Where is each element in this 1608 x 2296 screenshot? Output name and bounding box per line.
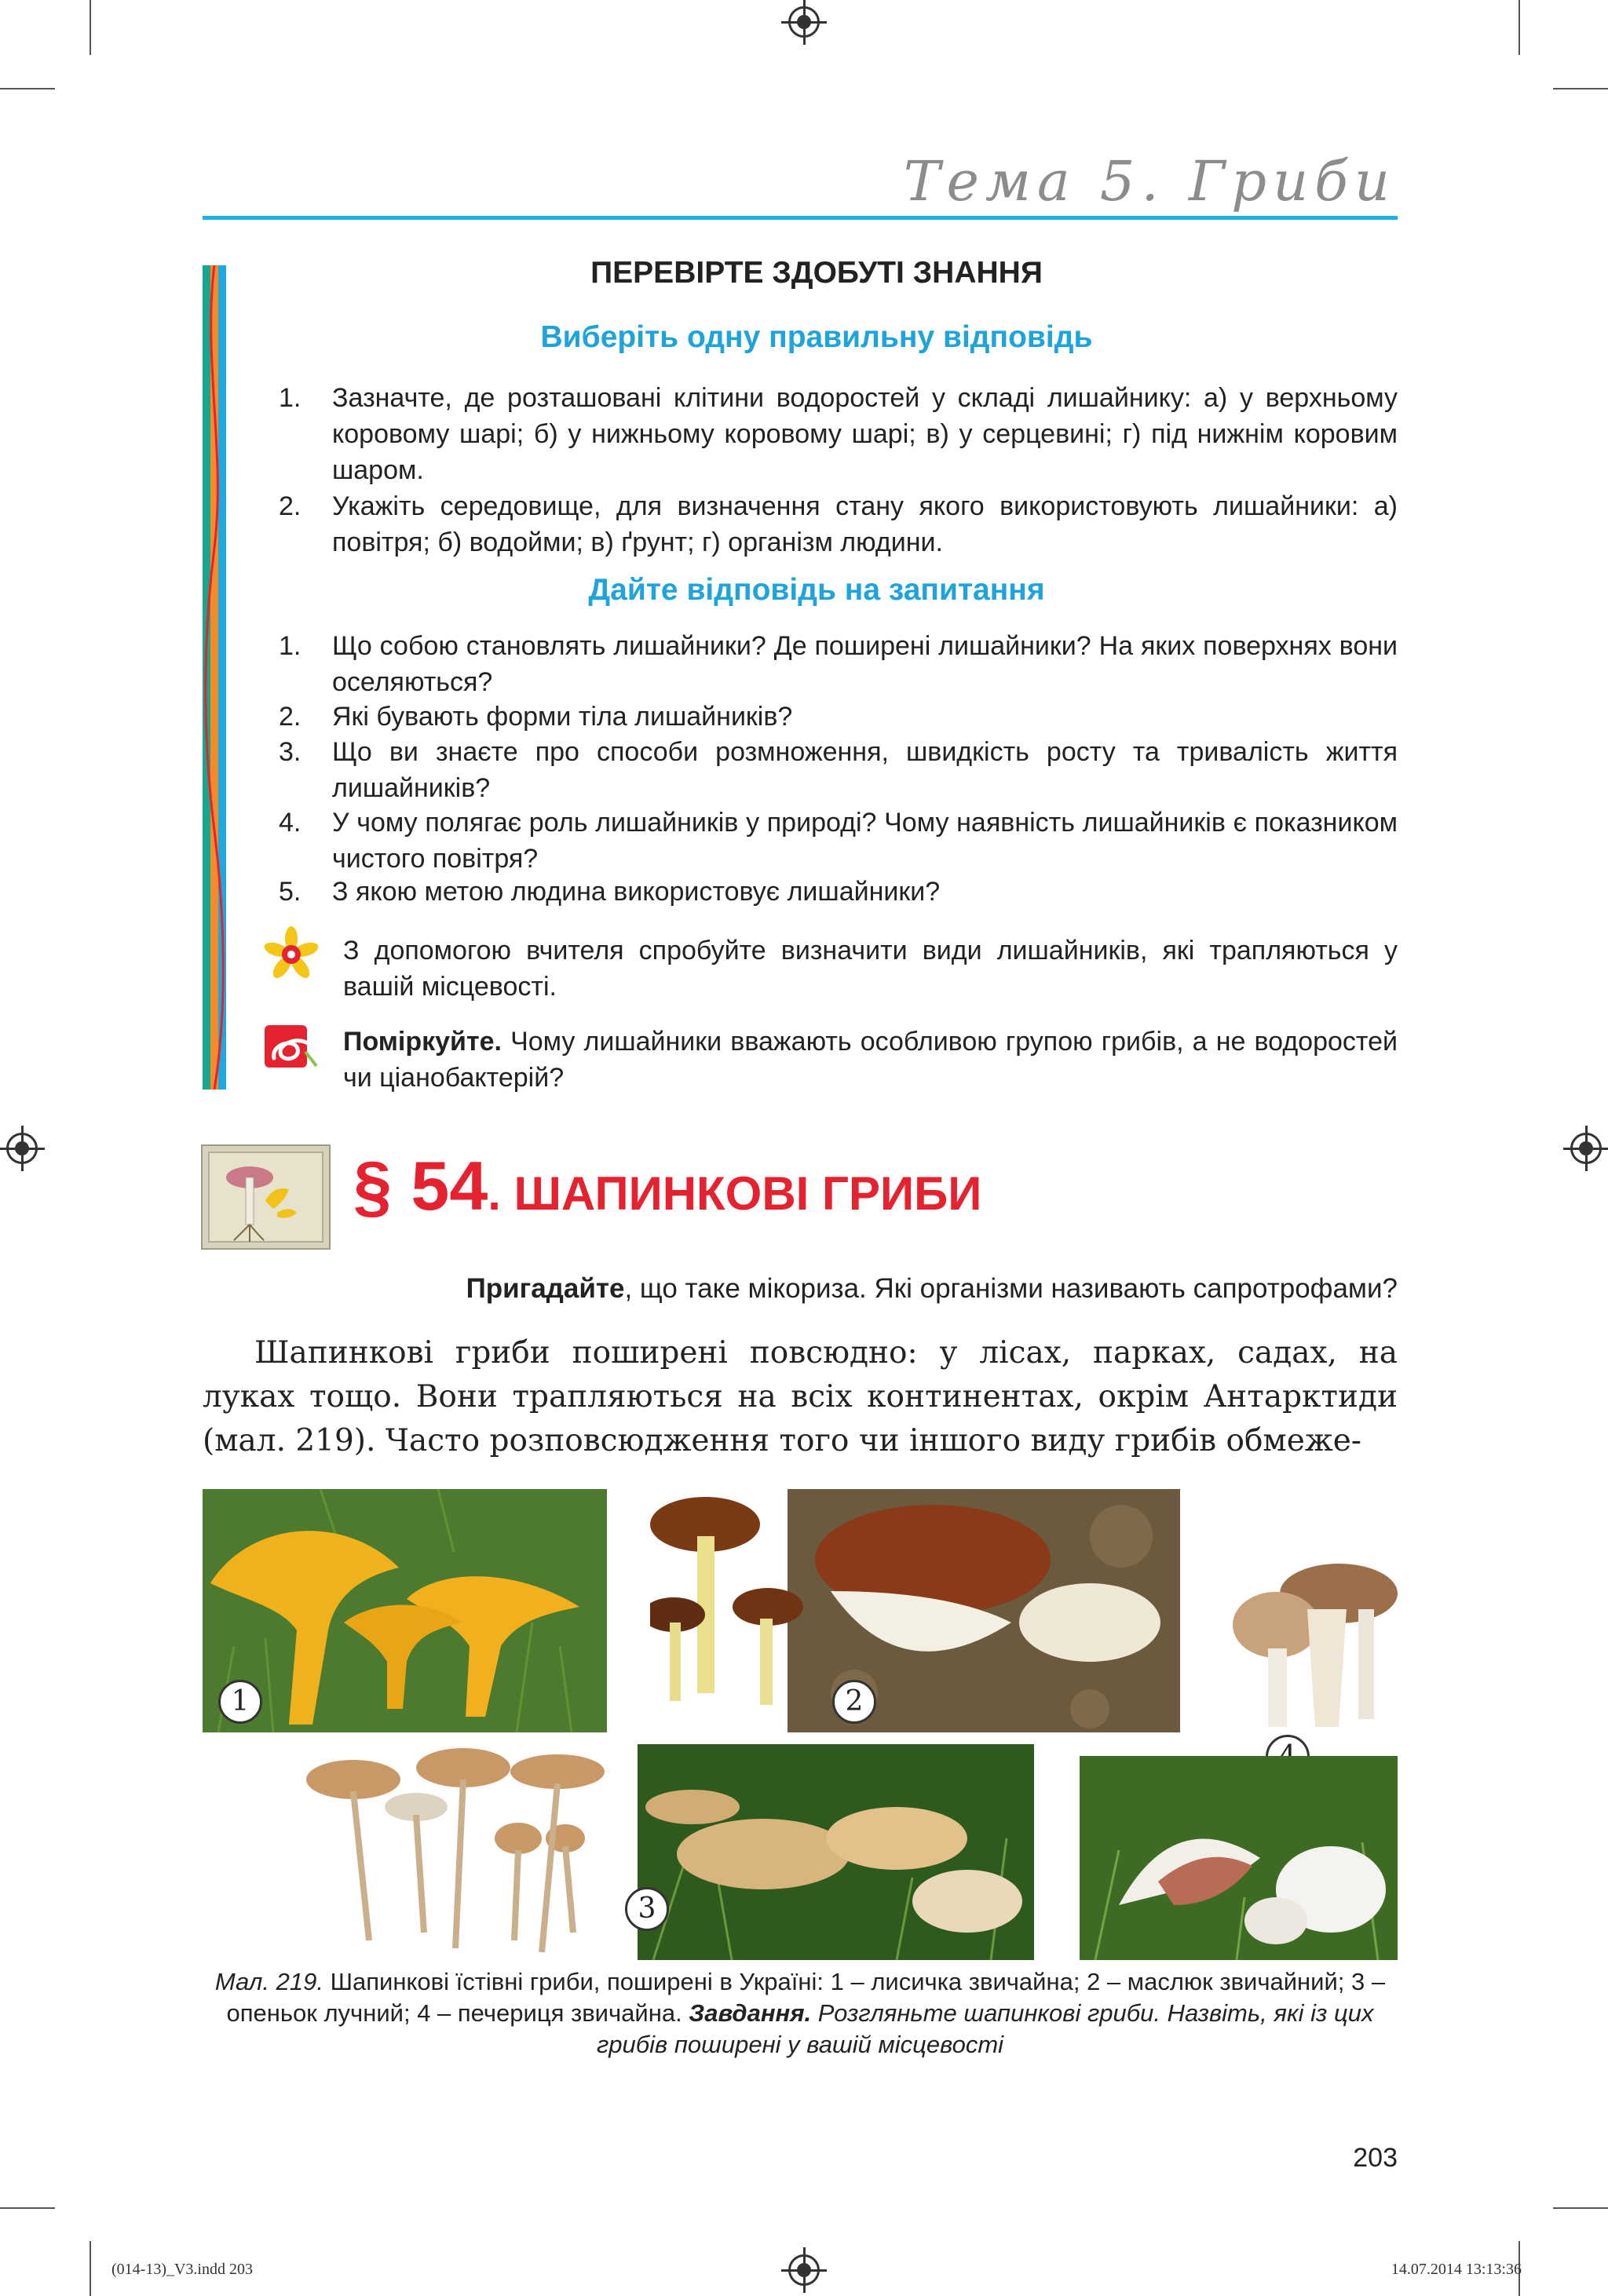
- crop-mark: [0, 88, 55, 89]
- item-number: 2.: [279, 702, 302, 732]
- figure-badge-3: 3: [625, 1887, 669, 1931]
- registration-mark-icon: [1570, 1133, 1602, 1164]
- section-thumbnail: [201, 1144, 331, 1250]
- item-text: У чому полягає роль лишайників у природі? Чому наявність лишайників є показником чистого повітря?: [332, 808, 1398, 874]
- photo-field-mushroom-top: [1221, 1562, 1398, 1739]
- registration-mark-icon: [788, 2254, 820, 2286]
- registration-mark-icon: [788, 6, 820, 38]
- photo-fairy-ring-illustration: [306, 1744, 636, 1960]
- figure-caption: [203, 1966, 1398, 2061]
- item-text: Що ви знаєте про способи розмноження, швидкість росту та тривалість життя лишайників?: [332, 737, 1398, 803]
- crop-mark: [1518, 0, 1520, 55]
- caption-text: Шапинкові їстівні гриби, поширені в Україні: 1 – лисичка звичайна; 2 – маслюк звичайний; 3 – опеньок лучний; 4 – печериця звичайна.: [226, 1968, 1386, 2027]
- photo-slippery-jack: [650, 1489, 1180, 1732]
- answer-heading: Дайте відповідь на запитання: [588, 573, 1045, 607]
- photo-chanterelle: [203, 1489, 607, 1732]
- list-item: [279, 874, 1398, 910]
- recall-prompt: [353, 1273, 1398, 1305]
- list-item: [279, 734, 1398, 809]
- list-item: [279, 628, 1398, 703]
- caption-label: Мал. 219.: [214, 1968, 323, 1995]
- crop-mark: [1553, 88, 1608, 89]
- page-number: 203: [1353, 2143, 1398, 2173]
- figure-badge-2: 2: [832, 1680, 876, 1724]
- item-number: 5.: [279, 877, 302, 907]
- caption-task-text: Розгляньте шапинкові гриби. Назвіть, які із цих грибів поширені у вашій місцевості: [596, 1999, 1374, 2058]
- choose-heading: Виберіть одну правильну відповідь: [540, 320, 1093, 354]
- item-text: Які бувають форми тіла лишайників?: [332, 702, 793, 732]
- item-text: З якою метою людина використовує лишайники?: [332, 877, 941, 907]
- item-number: 4.: [279, 808, 302, 838]
- item-number: 1.: [279, 631, 302, 661]
- item-number: 1.: [279, 383, 302, 413]
- think-block: [343, 1024, 1398, 1098]
- flower-task-icon: [263, 926, 320, 983]
- crop-mark: [0, 2207, 55, 2209]
- item-number: 3.: [279, 737, 302, 767]
- section-title: [353, 1146, 981, 1226]
- caption-task-label: Завдання.: [689, 1999, 812, 2027]
- crop-mark: [1553, 2207, 1608, 2209]
- think-icon: [263, 1020, 320, 1077]
- item-text: Укажіть середовище, для визначення стану якого використовують лишайники: а) повітря; б) водойми; в) ґрунт; г) організм людини.: [332, 491, 1398, 557]
- figure-badge-1: 1: [218, 1680, 262, 1724]
- think-label: Поміркуйте.: [343, 1027, 502, 1057]
- item-text: Зазначте, де розташовані клітини водоростей у складі лишайнику: а) у верхньому коровому шарі; б) у нижньому коровому шарі; в) у серцевині; г) під нижнім коровим шаром.: [332, 383, 1398, 485]
- body-paragraph: Шапинкові гриби поширені повсюдно: у лісах, парках, садах, на луках тощо. Вони трапляються на всіх континентах, окрім Антарктиди (мал. 219). Часто розповсюдження того чи іншого виду грибів обмеже-: [203, 1335, 1398, 1458]
- header-rule: [203, 216, 1398, 220]
- task-text: З допомогою вчителя спробуйте визначити види лишайників, які трапляються у вашій місцевості.: [343, 936, 1398, 1002]
- item-number: 2.: [279, 491, 302, 521]
- list-item: [279, 805, 1398, 879]
- recall-label: Пригадайте: [466, 1273, 625, 1304]
- check-title: ПЕРЕВІРТЕ ЗДОБУТІ ЗНАННЯ: [590, 256, 1043, 290]
- section-number: § 54: [353, 1147, 488, 1225]
- registration-mark-icon: [6, 1133, 38, 1164]
- footer-timestamp: 14.07.2014 13:13:36: [1391, 2261, 1522, 2278]
- list-item: [279, 488, 1398, 563]
- crop-mark: [90, 0, 91, 55]
- photo-field-mushroom: [1080, 1756, 1398, 1960]
- footer-file-info: (014-13)_V3.indd 203: [111, 2261, 253, 2278]
- think-text: Чому лишайники вважають особливою групою грибів, а не водоростей чи ціанобактерій?: [343, 1027, 1398, 1093]
- recall-text: , що таке мікориза. Які організми називають сапротрофами?: [624, 1273, 1398, 1304]
- list-item: [279, 699, 1398, 735]
- topic-header: Тема 5. Гриби: [903, 149, 1396, 214]
- list-item: [279, 380, 1398, 490]
- photo-fairy-ring: [638, 1744, 1034, 1960]
- crop-mark: [90, 2241, 91, 2296]
- section-name: . ШАПИНКОВІ ГРИБИ: [488, 1167, 982, 1220]
- side-strip: [203, 265, 226, 1090]
- item-text: Що собою становлять лишайники? Де поширені лишайники? На яких поверхнях вони оселяються?: [332, 631, 1398, 697]
